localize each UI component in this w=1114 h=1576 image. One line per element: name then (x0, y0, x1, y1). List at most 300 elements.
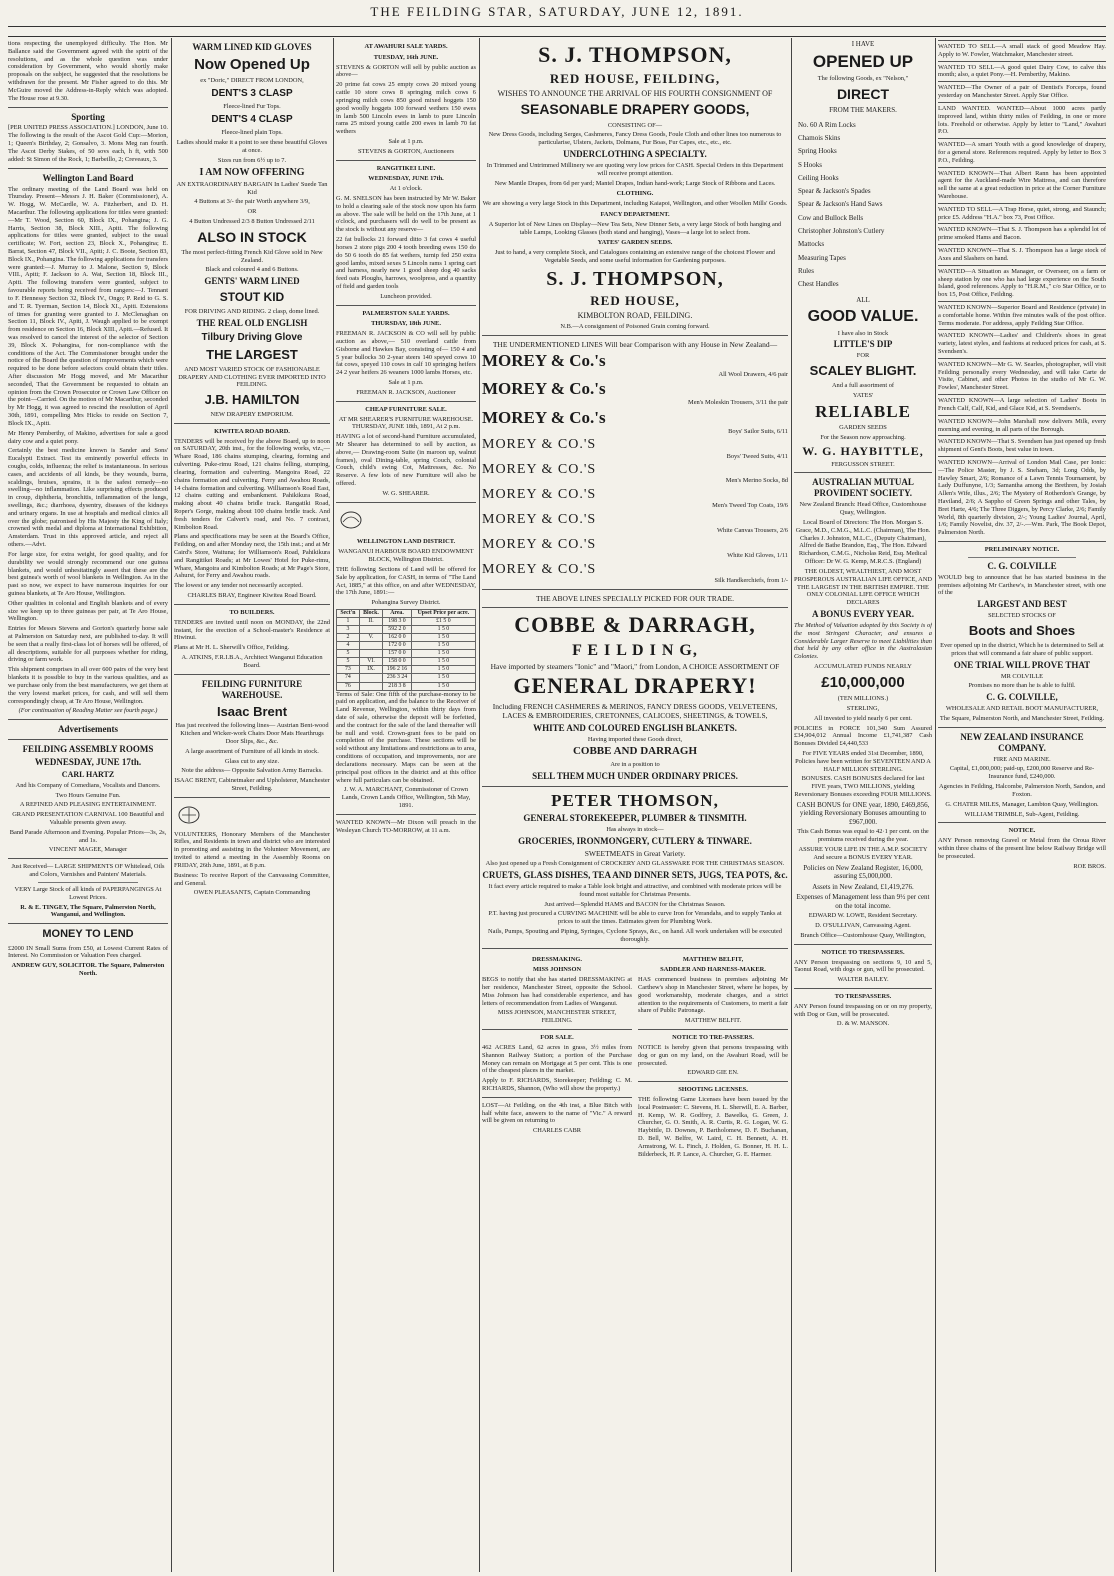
goods-item: Measuring Tapes (798, 253, 846, 262)
divider (8, 107, 168, 108)
morey-heading: MOREY & Co.'s (482, 407, 606, 427)
carl-hartz: CARL HARTZ (61, 770, 115, 780)
divider (174, 797, 330, 798)
wanted-ad: WANTED—A smart Youth with a good knowledge of drapery, for a general store. References required. Apply by letter to Box 3 P.O., Feilding. (938, 138, 1106, 164)
wanted-ad: WANTED KNOWN—That S. J. Thompson has a large stock of Axes and Slashers on hand. (938, 244, 1106, 263)
divider (174, 604, 330, 605)
brent-signature: ISAAC BRENT, Cabinetmaker and Upholsterer, Manchester Street, Feilding. (174, 777, 330, 793)
varied-stock: AND MOST VARIED STOCK OF FASHIONABLE DRAPERY AND CLOTHING EVER IMPORTED INTO FEILDING. (178, 365, 326, 389)
column-auctions (336, 40, 476, 1570)
assembly-date: WEDNESDAY, JUNE 17th. (34, 757, 142, 768)
promises-text: Promises no more than he is able to fulfil. (968, 682, 1076, 690)
divider (638, 1029, 788, 1030)
crest-icon (174, 805, 204, 825)
table-cell (359, 674, 382, 682)
sporting-text: [PER UNITED PRESS ASSOCIATION.] LONDON, June 10. The following is the result of the Ascot Gold Cup:—Morion, 1; Queen's Birthday, 2; Gonsalvo, 3. Mons Meg ran fourth. The Ascot Derby Stakes, of 50 sovs each, h ft, with 500 added: St Simon of the Rock, 1; Barbeillo, 2; Creveaux, 3. (8, 124, 168, 163)
undressed-price: 4 Button Undressed 2/3 8 Button Undressed 2/11 (189, 217, 315, 225)
manson-signature: D. & W. MANSON. (836, 1020, 890, 1028)
divider (336, 160, 476, 161)
having-imported: Having imported these Goods direct, (587, 735, 683, 743)
shearer-notice: HAVING a lot of second-hand Furniture accumulated, Mr Shearer has determined to sell by auction, as above,— Drawing-room Suite (in maroon up, walnut frames), oval Dining-table, spring Couch, colonial Couch, child's swing Cot, Mattresses, &c. No Reserve. A few lots of new Furniture will also be offered. (336, 433, 476, 487)
undermentioned-lines: THE UNDERMENTIONED LINES Will bear Comparison with any House in New Zealand— (492, 339, 778, 349)
colville-address: The Square, Palmerston North, and Manchester Street, Feilding. (939, 714, 1105, 722)
wanted-ad: WANTED KNOWN—John Marshall now delivers Milk, every morning and evening, in all parts of the Borough. (938, 415, 1106, 434)
plans-text: Plans and specifications may be seen at the Board's Office, Feilding, on and after Monday next, the 15th inst.; and at Mr Caird's Store, Waituna; for Williamson's Road, Pahikikura and Rangitikei Roads; at Mr Lowes' Hotel for Puke-rimu, Whare, Mangoira and Kimbolton Roads; at Mr Page's Store, Ashurst, for Ferry and Awahou roads. (174, 533, 330, 580)
yates-text: Just to hand, a very complete Stock, and Catalogues containing an extensive range of the choicest Flower and Vegetable Seeds, and some useful information for Gardening purposes. (494, 249, 776, 265)
fancy-text: A Superior lot of New Lines on Display—New Tea Sets, New Dinner Sets, a very large Stock of both hanging and table Lamps, Looking Glasses (both stand and hanging), Vases—a large lot to select from. (488, 220, 782, 236)
magee-signature: VINCENT MAGEE, Manager (48, 846, 128, 854)
paperhangings: VERY Large Stock of all kinds of PAPERPANGINGS At Lowest Prices. (14, 885, 162, 901)
fleece-fur: Fleece-lined Fur Tops. (223, 103, 281, 111)
stock-list: 20 prime fat cows 25 empty cows 20 mixed young cattle 10 store cows 8 springing milch cows 6 springing milch cows 850 good mixed hoggets 150 good woolly hoggets 100 forward wethers 150 ewes in lamb 500 Lincoln ewes in lamb to pure Lincoln rams 25 mixed young cattle 200 ewes in lamb 70 fat wethers (336, 81, 476, 136)
table-cell: 3 (337, 626, 360, 634)
masthead: THE FEILDING STAR, SATURDAY, JUNE 12, 1891. (370, 4, 744, 19)
table-cell: 1 5 0 (411, 634, 475, 642)
sections-table (336, 609, 476, 691)
table-cell: 592 2 0 (383, 626, 412, 634)
wanted-ad: WANTED KNOWN—That Albert Rann has been appointed agent for the Auckland-made Wire Mattress, and can therefore sell the same at a great reduction in price at the Corner Furniture Warehouse. (938, 167, 1106, 201)
land-board-text: The ordinary meeting of the Land Board was held on Thursday. Present—Messrs J. H. Baker (Commissioner), A. W. Hogg, W. McCardle, W. A. Fitzherbert, and D. H. Macarthur. The following applications for titles were granted:—Mr T. Wood, Section 60, Block IX., Pohangina; J. G. Harris, Section 38, Block XIII., Apiti. The following applications for titles were granted, subject to the usual certificate; W. Fort, section 23, Block X., Pohangina; E. Barrat, Section 47, Block VII., Apiti; J. C. Boote, Section 83, Block IX., Pohangina. The following applications for transfers were granted:—J. Murray to J. Malone, Section 9, Block VIII., Apiti; F. Jackson to A. Wat, Section 18, Block III., Apiti. The following transfers were granted, subject to favourable reports being received from rangers:—J. Tennant to F. Hennessy Section 32, Block IV., Ongo; P. Reid to G. S. and T. R. Tyerman, Section 14, Block XI., Apiti. Extensions of times for granting were granted to J. McClenaghan on Section 11, Block IV., Apiti, J. Waugh applied to be exempt from residence on Section 16, Block XIII., Apiti.—Refused. It was resolved to cancel the interest of the selector of Section 39, Block X. Pohangina, for non-compliance with the conditions of the Act. The Commissioner brought under the notice of the Board the question of improvements which were required to be done before selectors could obtain their titles. After discussion Mr Hogg moved, and Mr Macarthur seconded, That the Government be requested to obtain an opinion from the Crown Prosecutor or Crown Law Officer on the point—Carried. On the motion of Mr Macarthur, seconded by Mr Hogg, it was agreed to rescind the resolution of April 30th, 1891, compelling Mrs Hicks to reside on Section 7, Block IX., Apiti. (8, 185, 168, 427)
divider (8, 739, 168, 740)
direct: DIRECT (836, 86, 890, 103)
dents-4-clasp: DENT'S 4 CLASP (211, 114, 293, 126)
perfect-fitting: The most perfect-fitting French Kid Glove sold in New Zealand. (181, 248, 323, 264)
hams-arrived: Just arrived—Splendid HAMS and BACON for the Christmas Season. (544, 900, 726, 908)
policies-nz: Policies on New Zealand Register, 16,000, assuring £5,000,000. (803, 863, 923, 881)
table-row (337, 618, 476, 626)
table-cell: 74 (337, 674, 360, 682)
blankets-note: For large size, for extra weight, for good quality, and for durability we would strongly recommend our one guinea blankets, and would unhesitatingly assert that these are the best guinea's worth of wool blankets in Wellington. As in the past so now, we expect to have numerous inquiries for our guinea blankets, at Te Aro House, Wellington. (8, 550, 168, 597)
advertisements-heading: Advertisements (58, 724, 118, 735)
divider (336, 502, 476, 503)
osullivan-signature: D. O'SULLIVAN, Canvassing Agent. (815, 922, 911, 930)
palmerston-heading: PALMERSTON SALE YARDS. (362, 309, 450, 317)
dressmaking-heading: DRESSMAKING. (532, 955, 582, 963)
colville-name-2: C. G. COLVILLE, (986, 692, 1058, 703)
glass-cut: Glass cut to any size. (224, 757, 280, 765)
goods-item: S Hooks (798, 160, 822, 169)
wanted-ad: WANTED—A Situation as Manager, or Overseer, on a farm or sheep station by one who has had large experience on the South Island, good references. Apply to "H.R.M.," c/o Star Office, or to box 15, Post Office, Feilding. (938, 265, 1106, 299)
divider (174, 423, 330, 424)
haybittle-name: W. G. HAYBITTLE, (802, 444, 924, 459)
column-divider (791, 38, 792, 1572)
guy-signature: ANDREW GUY, SOLICITOR. The Square, Palmerston North. (11, 962, 165, 977)
i-have: I HAVE (851, 40, 875, 48)
invested-note: All invested to yield nearly 6 per cent. (814, 714, 912, 722)
picked-lines: THE ABOVE LINES SPECIALLY PICKED FOR OUR TRADE. (535, 593, 734, 603)
red-house-feilding: RED HOUSE, FEILDING, (549, 70, 721, 86)
bray-signature: CHARLES BRAY, Engineer Kiwitea Road Board. (187, 592, 317, 600)
colville-announce: WOULD beg to announce that he has started business in the premises adjoining Mr Carthew's, in Manchester street, with one of the (938, 573, 1106, 597)
column-divider (479, 38, 480, 1572)
now-opened-up: Now Opened Up (194, 55, 310, 73)
awahuri-heading: AT AWAHURI SALE YARDS. (364, 43, 448, 50)
morey-item: White Kid Gloves, 1/11 (727, 552, 788, 560)
table-cell: 196 2 16 (383, 666, 412, 674)
continuation-note: (For continuation of Reading Matter see fourth page.) (18, 707, 158, 715)
freeman-signature: FREEMAN R. JACKSON, Auctioneer (356, 388, 456, 396)
including-list: Including FRENCH CASHMERES & MERINOS, FANCY DRESS GOODS, VELVETEENS, LACES & EMBROIDERIES, CRETONNES, CALICOES, SHEETINGS, & TOWELS, (492, 702, 778, 721)
or-text: OR (247, 208, 257, 216)
amp-directors: Local Board of Directors: The Hon. Morgan S. Grace, M.D., C.M.G., M.L.C. (Chairman), The Hon. Charles J. Johnston, M.L.C., (Deputy Chairman), Alfred de Bathe Brandon, Esq., The Hon. Edward Richardson, C.M.G., Nicholas Reid, Esq. Medical Officer: Dr W. G. Kemp, M.R.C.S. (England) (795, 519, 931, 566)
gents-lined: GENTS' WARM LINED (204, 276, 300, 287)
preliminary-notice: PRELIMINARY NOTICE. (984, 546, 1060, 554)
goods-item: Spring Hooks (798, 147, 837, 156)
morey-item: Boys' Sailor Suits, 6/11 (728, 427, 788, 435)
divider (336, 305, 476, 306)
equal-note: This Cash Bonus was equal to 42·1 per cent. on the premiums received during the year. (797, 828, 929, 844)
morey-heading: MOREY & CO.'S (482, 537, 597, 553)
table-cell (359, 642, 382, 650)
one-oclock: At 1 o'clock. (389, 185, 423, 193)
good-value: GOOD VALUE. (807, 308, 919, 326)
furniture-warehouse: FEILDING FURNITURE WAREHOUSE. (201, 678, 303, 700)
table-row (337, 634, 476, 642)
wanted-ad: WANTED TO SELL—A Trap Horse, quiet, strong, and Staunch; price £5. Address "H.A." box 73, Post Office. (938, 203, 1106, 222)
gravel-notice: ANY Person removing Gravel or Metal from the Oroua River within three chains of the present line below Railway Bridge will be prosecuted. (938, 837, 1106, 860)
pemberthy-note: Mr Henry Pemberthy, of Makino, advertises for sale a good dairy cow and a quiet pony. (8, 429, 168, 445)
table-cell: 172 0 0 (383, 642, 412, 650)
column-wanted (938, 40, 1106, 1570)
goods-item: Christopher Johnston's Cutlery (798, 227, 885, 236)
trespassers-text: NOTICE is hereby given that persons trespassing with dog or gun on my land, on the Awahuri Road, will be prosecuted. (638, 1043, 788, 1067)
freeman-sale-time: Sale at 1 p.m. (388, 379, 424, 387)
divider (938, 541, 1106, 542)
position-text: Are in a position to (610, 760, 660, 768)
tingey-signature: R. & E. TINGEY, The Square, Palmerston North, Wanganui, and Wellington. (20, 903, 156, 919)
bonus-every-year: A BONUS EVERY YEAR. (811, 608, 915, 619)
also-in-stock: I have also in Stock (837, 329, 889, 337)
clothing-heading: CLOTHING. (616, 190, 654, 198)
table-cell: 218 3 8 (383, 682, 412, 690)
terms-of-sale: Terms of Sale: One fifth of the purchase-money to be paid on application, and the balance to the Receiver of Land Revenue, Wellington, within thirty days from date of sale, otherwise the deposit will be forfeited, and the contract for the sale of the land thereafter will be null and void. Crown-grant fees to be paid on completion of the purchase. These sections will be sold without any limitations and restrictions as to area, conditions of occupation, and improvements, nor are declarations necessary. Maps can be seen at the principal post offices in the district and at this office where full particulars can be obtained. (336, 690, 476, 784)
morey-heading: MOREY & CO.'S (482, 462, 597, 478)
large-shipments: Just Received— LARGE SHIPMENTS OF Whitelead, Oils and Colors, Varnishes and Painters' Materials. (11, 863, 165, 879)
divider (968, 557, 1076, 558)
assets-nz: Assets in New Zealand, £1,419,276. (812, 882, 914, 891)
lowe-signature: EDWARD W. LOWE, Resident Secretary. (808, 912, 918, 920)
shearer-signature: W. G. SHEARER. (382, 489, 430, 497)
shooting-heading: SHOOTING LICENSES. (678, 1086, 748, 1094)
wanted-ad: WANTED KNOWN—That S. Svendsen has just opened up fresh shipment of Gent's Boots, best value in town. (938, 435, 1106, 454)
tilbury-glove: Tilbury Driving Glove (201, 331, 303, 343)
builders-heading: TO BUILDERS. (229, 608, 275, 616)
five-years: For FIVE YEARS ended 31st December, 1890, Policies have been written for SEVENTEEN AND A HALF MILLION STERLING. (795, 749, 931, 773)
branch-office: Branch Office—Customhouse Quay, Wellington, (800, 931, 926, 939)
thompson-title-2: S. J. THOMPSON, (546, 267, 724, 290)
nz-insurance: NEW ZEALAND INSURANCE COMPANY. (960, 731, 1084, 753)
quilts-note: Other qualities in colonial and English blankets and of every size we keep up to three guineas per pair, at Te Aro House, Wellington. (8, 599, 168, 623)
saddler: SADDLER AND HARNESS-MAKER. (660, 966, 766, 974)
notice-trespassers: NOTICE TO TRESPASSERS. (821, 948, 905, 956)
divider (8, 923, 168, 924)
real-old-english: THE REAL OLD ENGLISH (196, 317, 308, 328)
stout-kid: STOUT KID (219, 290, 285, 305)
money-to-lend: MONEY TO LEND (42, 928, 134, 941)
divider (482, 1029, 632, 1030)
column-drapery (482, 40, 788, 1570)
table-cell: 2 (337, 634, 360, 642)
sweetmeats: SWEETMEATS in Great Variety. (584, 848, 686, 858)
general-drapery: GENERAL DRAPERY! (513, 673, 757, 699)
luncheon: Luncheon provided. (380, 292, 432, 300)
masthead-rule (8, 26, 1106, 27)
wanted-ad: WANTED TO SELL—A good quiet Dairy Cow, to calve this month; also, a quiet Pony.—H. Pemberthy, Makino. (938, 61, 1106, 80)
amp-branch: New Zealand Branch: Head Office, Customhouse Quay, Wellington. (799, 501, 927, 517)
table-cell: VI. (359, 658, 382, 666)
buttons-price: 4 Buttons at 3/- the pair Worth anywhere 3/9, (194, 198, 310, 206)
table-cell: 1 5 0 (411, 682, 475, 690)
morey-heading: MOREY & CO.'S (482, 512, 597, 528)
morey-list (482, 351, 788, 585)
groceries: GROCERIES, IRONMONGERY, CUTLERY & TINWARE. (518, 836, 752, 847)
the-largest: THE LARGEST (206, 346, 298, 362)
belfit-text: HAS commenced business in premises adjoining Mr Carthew's shop in Manchester Street, where he hopes, by good workmanship, moderate charges, and a strict attention to the requirements of Customers, to merit a fair share of Public Patronage. (638, 976, 788, 1015)
goods-item: Chest Handles (798, 280, 839, 289)
wanted-ad: WANTED KNOWN—Mr G. W. Searles, photographer, will visit Feilding personally every Wednesday, and will take Carte de Visite, Cabinet, and other Photos in the studio of Mr G. W. Fowles', Manchester Street. (938, 358, 1106, 392)
furniture-assortment: A large assortment of Furniture of all kinds in stock. (185, 747, 319, 755)
seasonable-drapery: SEASONABLE DRAPERY GOODS, (520, 101, 750, 118)
table-cell: II. (359, 618, 382, 626)
column-gloves (174, 40, 330, 1570)
table-row (337, 626, 476, 634)
all-text: ALL (856, 295, 870, 304)
sg-intro: STEVENS & GORTON will sell by public auction as above— (336, 63, 476, 79)
mantle-drapes: New Mantle Drapes, from 6d per yard; Mantel Drapes, Indian hand-work; Large Stock of Ribbons and Laces. (494, 179, 776, 187)
apply-richards: Apply to F. RICHARDS, Storekeeper; Feilding; C. M. RICHARDS, Shannon, (Who will show the property.) (482, 1077, 632, 1092)
gie-signature: EDWARD GIE EN. (687, 1069, 739, 1077)
policies-in-force: POLICIES in FORCE 101,340 Sum Assured £34,904,012 Annual Income £1,741,387 Cash Bonuses Divided £4,440,533 (794, 724, 932, 748)
morey-item: All Wool Drawers, 4/6 pair (718, 370, 788, 378)
article-intro: tions respecting the unemployed difficulty. The Hon. Mr Ballance said the Government agreed with the spirit of the resolutions, and as the whole question was under consideration by Government, who would shortly make proposals on the subject, he suggested that the resolutions be withdrawn for the present. Mr Fisher agreed to do this. Mr McGuire moved the Address-in-Reply which was adopted. The House rose at 9.30. (8, 40, 168, 102)
table-cell: 1 5 0 (411, 626, 475, 634)
divider (482, 786, 788, 787)
from-makers: FROM THE MAKERS. (829, 106, 897, 115)
cobbe-darragh-2: COBBE AND DARRAGH (572, 745, 698, 758)
two-hours: Two Hours Genuine Fun. (55, 791, 121, 799)
ten-millions-note: (TEN MILLIONS.) (837, 695, 889, 703)
for-text: FOR (856, 352, 870, 360)
fancy-heading: FANCY DEPARTMENT. (600, 210, 670, 218)
littles-dip: LITTLE'S DIP (833, 339, 893, 350)
table-cell (359, 650, 382, 658)
table-header: Area. (383, 609, 412, 617)
scaley-blight: SCALEY BLIGHT. (809, 363, 917, 379)
builders-plans: Plans at Mr H. L. Sherwill's Office, Feilding. (174, 644, 290, 652)
amp-heading: AUSTRALIAN MUTUAL PROVIDENT SOCIETY. (812, 477, 914, 499)
millinery: In Trimmed and Untrimmed Millinery we are quoting very low prices for CASH. Special Orders in this Department will receive prompt attention. (486, 161, 784, 177)
for-sale-heading: FOR SALE. (540, 1034, 574, 1042)
morey-heading: MOREY & Co.'s (482, 379, 606, 399)
divider (336, 401, 476, 402)
red-house: RED HOUSE, (590, 293, 680, 309)
sections-notice: THE following Sections of Land will be offered for Sale by application, for CASH, in terms of "The Land Act, 1885," at this office, on and after WEDNESDAY, the 17th June, 1891:— (336, 565, 476, 597)
harbour-board: WANGANUI HARBOUR BOARD ENDOWMENT BLOCK, Wellington District. (338, 548, 474, 564)
right-ads (638, 953, 788, 1161)
morey-item: Men's Tweed Top Coats, 19/6 (712, 502, 788, 510)
cobbe-darragh-title: COBBE & DARRAGH, (514, 611, 756, 637)
divider (482, 589, 788, 590)
miss-johnson: MISS JOHNSON (532, 966, 582, 974)
table-cell: 158 0 0 (383, 658, 412, 666)
mr-colville: MR COLVILLE (1000, 672, 1044, 680)
received-lines: Has just received the following lines— Austrian Bent-wood Kitchen and Wicker-work Chairs Door Mats Hearthrugs Door Slips, &c., &c. (175, 722, 329, 745)
selected-stocks: SELECTED STOCKS OF (988, 612, 1056, 620)
left-ads (482, 953, 632, 1161)
goods-item: Rules (798, 266, 814, 275)
yates: YATES' (852, 391, 874, 399)
underclothing: UNDERCLOTHING A SPECIALTY. (563, 148, 707, 159)
money-text: £2000 IN Small Sums from £50, at Lowest Current Rates of Interest. No Commission or Valuation Fees charged. (8, 944, 168, 960)
table-cell (359, 626, 382, 634)
pleasants-signature: OWEN PLEASANTS, Captain Commanding (193, 889, 311, 897)
ladies-note: Ladies should make it a point to see these beautiful Gloves at once. (176, 139, 328, 154)
table-cell: 5 (337, 658, 360, 666)
sell-under: SELL THEM MUCH UNDER ORDINARY PRICES. (532, 770, 738, 781)
brent-address: Note the address— Opposite Salvation Army Barracks. (181, 767, 323, 775)
table-row (337, 650, 476, 658)
wanted-ad: WANTED KNOWN—Arrival of London Mail Case, per Ionic:—The Police Master, by J. S. Sneham, 3d; Long Odds, by Hawley Smart, 2/6; Romance of a Lawn Tennis Tournament, by Lady Duffunyne, 1/3; Samantha among the Brethren, by Josiah Allen's Wife, illus., 2/6; The Mystery of Rotherdon's Grange, by Haviland, 2/6; A Sappho of Green Springs and other Tales, by Bret Harte, 4/6; The Three Diggers, by Percy Clarke, 2/6; Family World, 8th quarterly division, 2/-; Young Ladies' Journal, April, 1/6; Family Novelist, div. 37, 2/-.—Wm. Park, The Book Depot, Palmerston North. (938, 456, 1106, 537)
dress-goods: New Dress Goods, including Serges, Cashmeres, Fancy Dress Goods, Foule Cloth and other lines too numerous to particularise, Ulsters, Jackets, Dolmans, Fur Boas, Fur Capes, etc., etc., etc. (488, 131, 782, 147)
table-cell (359, 682, 382, 690)
pohangina-district: Pohangina Survey District. (371, 599, 441, 607)
kimbolton-road: KIMBOLTON ROAD, FEILDING. (577, 311, 693, 321)
table-cell: 1 5 0 (411, 642, 475, 650)
wanted-ad: WANTED—The Owner of a pair of Dentist's Forceps, found yesterday on Manchester Street. Apply Star Office. (938, 81, 1106, 100)
one-trial: ONE TRIAL WILL PROVE THAT (953, 659, 1091, 670)
divider (336, 814, 476, 815)
morey-heading: MOREY & CO.'S (482, 487, 597, 503)
company-text: And his Company of Comedians, Vocalists and Dancers. (15, 781, 161, 789)
lowest-tender: The lowest or any tender not necessarily accepted. (174, 582, 303, 590)
divider (8, 858, 168, 859)
bargain: AN EXTRAORDINARY BARGAIN In Ladies' Suede Tan Kid (176, 180, 328, 196)
table-cell: 1 5 0 (411, 658, 475, 666)
table-cell: 73 (337, 666, 360, 674)
shipment-note: This shipment comprises in all over 600 pairs of the very best blankets it is possible to buy in the various qualities, and as we purchase only from the best manufacturers, we get them at the very lowest market prices, for cash, and will sell them correspondingly cheap, at Te Aro House, Wellington. (8, 666, 168, 705)
largest-best: LARGEST AND BEST (977, 599, 1067, 610)
divider (174, 674, 330, 675)
morey-item: Boys' Tweed Suits, 4/11 (726, 452, 788, 460)
goods-item: No. 60 A Rim Locks (798, 120, 856, 129)
goods-item: Cow and Bullock Bells (798, 213, 864, 222)
divider (8, 168, 168, 169)
taonui-notice: ANY Person trespassing on sections 9, 10 and 5, Taonui Road, with dogs or gun, will be prosecuted. (794, 958, 932, 974)
thursday-date: THURSDAY, 18th JUNE. (371, 320, 441, 328)
drapery-emporium: NEW DRAPERY EMPORIUM. (210, 411, 294, 418)
colours-note: Black and coloured 4 and 6 Buttons. (205, 266, 299, 274)
following-goods: The following Goods, ex "Nelson," (817, 75, 909, 83)
column-hardware (794, 40, 932, 1570)
morey-heading: MOREY & CO.'S (482, 437, 597, 453)
to-trespassers: TO TRESPASSERS. (834, 993, 892, 1001)
volunteers-notice: VOLUNTEERS, Honorary Members of the Manchester Rifles, and Residents in town and district who are interested in promoting and assisting in the Volunteer Movement, are invited to attend a meeting in the Assembly Rooms on FRIDAY, 26th June, 1891, at 8 p.m. (174, 830, 330, 869)
goods-item: Spear & Jackson's Spades (798, 187, 871, 196)
colville-name: C. G. COLVILLE (987, 560, 1057, 571)
kiwitea-tenders: TENDERS will be received by the above Board, up to noon on SATURDAY, 20th inst., for the following works, viz.,— Whare Road, 186 chains stumping, clearing, forming and culverting. Puke-rimu Road, 121 chains felling, stumping, clearing, formation and culverting. Mangoira Road, 22 chains formation and culverting. Ferry and Awahou Roads, 14 chains formation and culverting. Williamson's Road East, 12 chains cutting and embankment. Pahikikura Road, making about 40 chains bridle track. Rangatiki Road, Roper's Gorge, making about 100 chains bridle track. And fresh tenders for Calvert's road, and No. 7 contract, Kimbolton Road. (174, 437, 330, 531)
table-row (337, 666, 476, 674)
morey-item: Men's Moleskin Trousers, 3/11 the pair (688, 399, 788, 407)
clothing-text: We are showing a very large Stock in this Department, including Kaiapoi, Wellington, and other Woollen Mills' Goods. (482, 200, 788, 208)
divider (8, 719, 168, 720)
accumulated-funds: ACCUMULATED FUNDS NEARLY (814, 663, 912, 670)
table-header: Block. (359, 609, 382, 617)
morey-item: Men's Merino Socks, 8d (725, 477, 788, 485)
eucalypti-note: Certainly the best medicine known is Sander and Sons' Eucalypti Extract. Test its eminently powerful effects in coughs, colds, influenza; the relief is instantaneous. In serious cases, and accidents of all kinds, be they wounds, burns, scaldings, bruises, sprains, it is the safest remedy—no swelling—no inflammation. Like surprising effects produced in croup, diphtheria, bronchitis, inflammation of the lungs, swellings, &c.; diarrhoea, dysentry, diseases of the kidneys and urinary organs. In use at hospitals and medical clinics all over the globe; patronised by His Majesty the King of Italy; crowned with medal and diploma at International Exhibition, Amsterdam. Trust in this approved article, and reject all others.—Advt. (8, 447, 168, 549)
table-cell: 5 (337, 650, 360, 658)
ten-million: £10,000,000 (821, 673, 905, 691)
driving-riding: FOR DRIVING AND RIDING. 2 clasp, dome lined. (184, 307, 320, 315)
manson-notice: ANY Person found trespassing on or on my property, with Dog or Gun, will be prosecuted. (794, 1002, 932, 1018)
always-stock: Has always in stock— (606, 826, 664, 834)
morey-heading: MOREY & Co.'s (482, 350, 606, 370)
column-divider (333, 38, 334, 1572)
dressmaking-text: BEGS to notify that she has started DRESSMAKING at her residence, Manchester Street, opposite the School. Miss Johnson has had considerable experience, and has letters of recommendation from Ladies of Wanganui. (482, 976, 632, 1007)
wholesale-retail: WHOLESALE AND RETAIL BOOT MANUFACTURER, (945, 705, 1099, 713)
table-cell: £1 5 0 (411, 618, 475, 626)
belfit-signature: MATTHEW BELFIT. (684, 1017, 742, 1025)
band-parade: Band Parade Afternoon and Evening. Popular Prices—3s, 2s, and 1s. (9, 828, 167, 844)
tuesday-date: TUESDAY, 16th JUNE. (373, 53, 439, 61)
dents-3-clasp: DENT'S 3 CLASP (211, 88, 293, 100)
goods-item: Mattocks (798, 240, 825, 249)
belfit-heading: MATTHEW BELFIT, (682, 955, 744, 963)
yates-heading: YATES' GARDEN SEEDS. (597, 239, 673, 247)
land-board-heading: Wellington Land Board (42, 172, 134, 183)
morey-item: White Canvas Trousers, 2/6 (716, 527, 788, 535)
table-cell: 236 3 24 (383, 674, 412, 682)
table-header: Sect'n (337, 609, 360, 617)
divider (638, 1081, 788, 1082)
roe-signature: ROE BROS. (1073, 862, 1106, 870)
sale-time: Sale at 1 p.m. (388, 137, 424, 145)
column-news (8, 40, 168, 1570)
morey-item: Silk Handkerchiefs, from 1/- (714, 576, 788, 584)
sg-signature: STEVENS & GORTON, Auctioneers (357, 147, 455, 155)
trimble-signature: WILLIAM TRIMBLE, Sub-Agent, Feilding. (964, 810, 1080, 818)
assembly-rooms: FEILDING ASSEMBLY ROOMS (22, 744, 154, 755)
peter-thomson: PETER THOMSON, (551, 790, 719, 810)
divider (794, 472, 932, 473)
shooting-text: THE following Game Licenses have been issued by the local Postmaster: C. Stevens, H. L. Sherwill, E. A. Barber, H. Kemp, W. R. Godfrey, J. Bawelka, G. Green, J. Churcher, G. O. Smith, A. R. Curtis, R. G. Logan, W. G. Haybittle, D. Downes, P. Bartholomew, D. F. Buchanan, D. Bell, W. Belfre, W. Laird, C. H. Bennett, A. H. Armstrong, W. L. Finch, J. Holden, G. Bonner, H. H. L. Bilderbeck, H. P. Lance, A. Churcher, G. E. Harmer. (638, 1095, 788, 1158)
entries-note: Entries for Messrs Stevens and Gorton's quarterly horse sale at Palmerston on Saturday next, are published to-day. It will be seen that a really first-class lot of horses will be offered, of all descriptions, suitable for all purposes whether for riding, driving or farm work. (8, 625, 168, 664)
boots-shoes: Boots and Shoes (968, 623, 1076, 639)
divider (794, 944, 932, 945)
trespassers-heading: NOTICE TO TRE-PASSERS. (672, 1034, 754, 1042)
lost-notice: LOST—At Feilding, on the 4th inst, a Blue Bitch with half white face, answers to the name of "Vic." A reward will be given on returning to (482, 1101, 632, 1125)
notice-heading: NOTICE. (1008, 827, 1036, 835)
reliable: RELIABLE (815, 401, 911, 421)
volunteers-business: Business: To receive Report of the Canvassing Committee, and General. (174, 871, 330, 887)
rangitikei-heading: RANGITIKEI LINE. (376, 164, 436, 172)
wanted-dixon: WANTED KNOWN—Mr Dixon will preach in the Wesleyan Church TO-MORROW, at 11 a.m. (336, 818, 476, 834)
morey-heading: MOREY & CO.'S (482, 561, 597, 577)
table-cell: V. (359, 634, 382, 642)
ever-opened: Ever opened up in the district, Which he is determined to Sell at prices that will command a fair share of public support. (940, 641, 1104, 657)
goods-list (798, 119, 932, 292)
white-blankets: WHITE AND COLOURED ENGLISH BLANKETS. (533, 722, 737, 733)
royal-crest-icon (336, 510, 366, 530)
fergusson-street: FERGUSSON STREET. (831, 460, 895, 468)
snelson-notice: G. M. SNELSON has been instructed by Mr W. Baker to hold a clearing sale of the stock now upon his farm as above. The sale will be held on the 17th June, at 1 o'clock, and purchasers will do well to be present as the stock is without any reserve— (336, 195, 476, 234)
imported-steamers: Have imported by steamers "Ionic" and "Maori," from London, A CHOICE ASSORTMENT OF (490, 662, 780, 672)
wanted-ad: WANTED KNOWN—That S. J. Thompson has a splendid lot of prime smoked Hams and Bacon. (938, 223, 1106, 242)
sporting-heading: Sporting (71, 111, 105, 122)
fleece-plain: Fleece-lined plain Tops. (221, 129, 283, 137)
wishes-text: WISHES TO ANNOUNCE THE ARRIVAL OF HIS FOURTH CONSIGNMENT OF (497, 88, 773, 98)
goods-item: Chamois Skins (798, 133, 841, 142)
table-cell: 1 5 0 (411, 650, 475, 658)
